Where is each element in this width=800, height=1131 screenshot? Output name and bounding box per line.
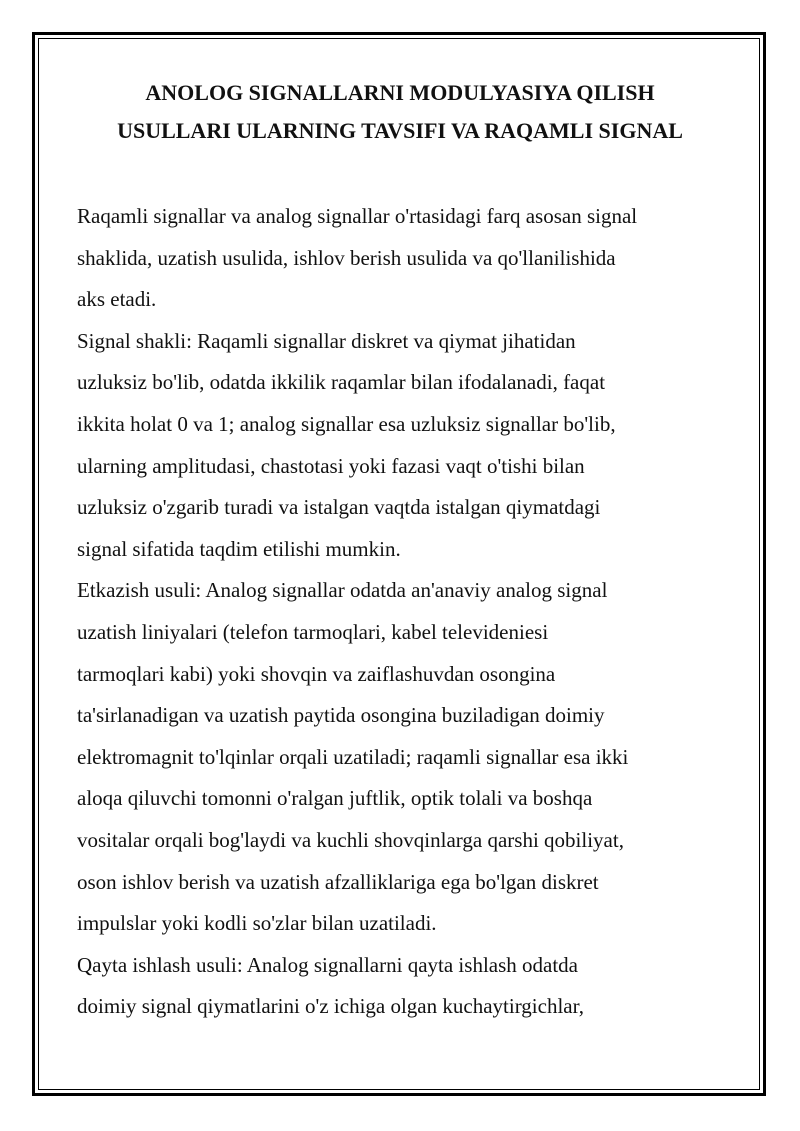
text-line: Signal shakli: Raqamli signallar diskret va qiymat jihatidan [77, 328, 576, 353]
title-line-2: USULLARI ULARNING TAVSIFI VA RAQAMLI SIGNAL [117, 118, 683, 143]
text-line: uzluksiz o'zgarib turadi va istalgan vaqtda istalgan qiymatdagi [77, 495, 601, 520]
text-line: elektromagnit to'lqinlar orqali uzatiladi; raqamli signallar esa ikki [77, 744, 629, 769]
text-line: uzluksiz bo'lib, odatda ikkilik raqamlar bilan ifodalanadi, faqat [77, 370, 606, 395]
text-line: aks etadi. [77, 287, 157, 312]
text-line: shaklida, uzatish usulida, ishlov berish usulida va qo'llanilishida [77, 245, 616, 270]
text-line: doimiy signal qiymatlarini o'z ichiga olgan kuchaytirgichlar, [77, 994, 585, 1019]
text-line: vositalar orqali bog'laydi va kuchli shovqinlarga qarshi qobiliyat, [77, 827, 624, 852]
text-line: Qayta ishlash usuli: Analog signallarni qayta ishlash odatda [77, 952, 578, 977]
text-line: signal sifatida taqdim etilishi mumkin. [77, 536, 401, 561]
text-line: uzatish liniyalari (telefon tarmoqlari, kabel televideniesi [77, 619, 549, 644]
title-line-1: ANOLOG SIGNALLARNI MODULYASIYA QILISH [145, 80, 655, 105]
body-text [77, 196, 757, 1028]
text-line: ikkita holat 0 va 1; analog signallar esa uzluksiz signallar bo'lib, [77, 411, 616, 436]
text-line: ularning amplitudasi, chastotasi yoki fazasi vaqt o'tishi bilan [77, 453, 585, 478]
text-line: aloqa qiluvchi tomonni o'ralgan juftlik, optik tolali va boshqa [77, 786, 593, 811]
text-line: Raqamli signallar va analog signallar o'rtasidagi farq asosan signal [77, 204, 638, 228]
text-line: impulslar yoki kodli so'zlar bilan uzatiladi. [77, 911, 437, 936]
text-line: oson ishlov berish va uzatish afzalliklariga ega bo'lgan diskret [77, 869, 599, 894]
text-line: Etkazish usuli: Analog signallar odatda an'anaviy analog signal [77, 578, 608, 603]
text-line: tarmoqlari kabi) yoki shovqin va zaiflashuvdan osongina [77, 661, 556, 686]
text-line: ta'sirlanadigan va uzatish paytida osongina buziladigan doimiy [77, 703, 605, 728]
page-title [60, 74, 740, 150]
